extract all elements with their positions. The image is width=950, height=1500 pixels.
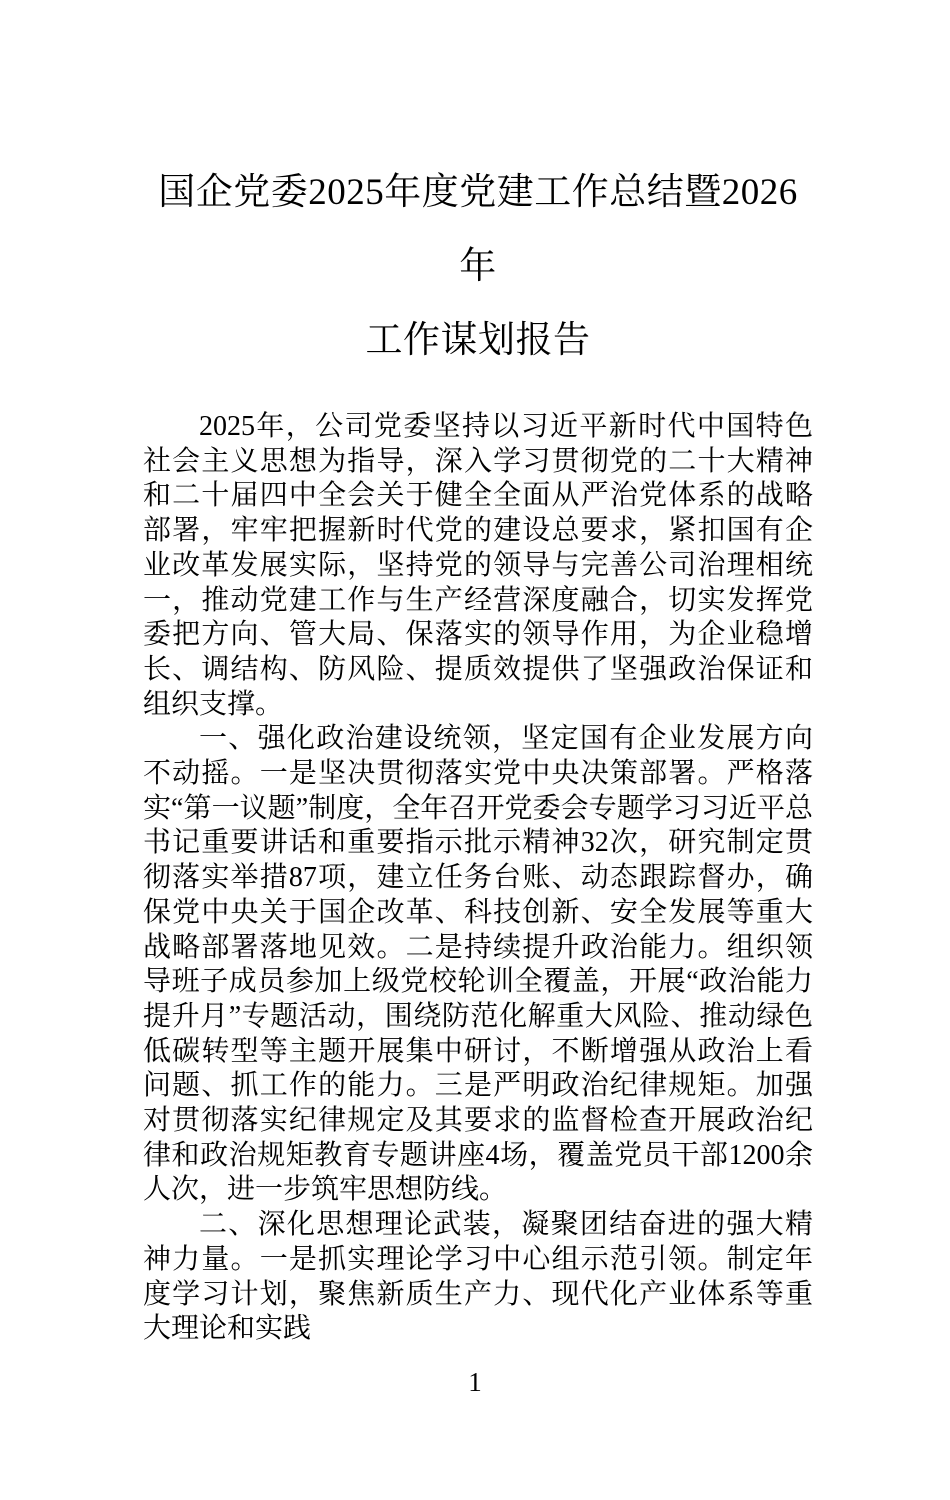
title-line-1: 国企党委2025年度党建工作总结暨2026年 [158, 172, 798, 287]
body-paragraph: 一、强化政治建设统领，坚定国有企业发展方向不动摇。一是坚决贯彻落实党中央决策部署。严格落实“第一议题”制度，全年召开党委会专题学习习近平总书记重要讲话和重要指示批示精神32次，研究制定贯彻落实举措87项，建立任务台账、动态跟踪督办，确保党中央关于国企改革、科技创新、安全发展等重大战略部署落地见效。二是持续提升政治能力。组织领导班子成员参加上级党校轮训全覆盖，开展“政治能力提升月”专题活动，围绕防范化解重大风险、推动绿色低碳转型等主题开展集中研讨，不断增强从政治上看问题、抓工作的能力。三是严明政治纪律规矩。加强对贯彻落实纪律规定及其要求的监督检查开展政治纪律和政治规矩教育专题讲座4场，覆盖党员干部1200余人次，进一步筑牢思想防线。 [143, 723, 813, 1206]
document-page [0, 156, 950, 1500]
title-line-2: 工作谋划报告 [365, 320, 591, 361]
body-paragraph: 二、深化思想理论武装，凝聚团结奋进的强大精神力量。一是抓实理论学习中心组示范引领。制定年度学习计划，聚焦新质生产力、现代化产业体系等重大理论和实践 [143, 1209, 813, 1345]
document-title [143, 156, 813, 378]
document-content [0, 156, 950, 1347]
page-number: 1 [468, 1366, 482, 1397]
document-body [143, 410, 813, 1347]
body-paragraph: 2025年，公司党委坚持以习近平新时代中国特色社会主义思想为指导，深入学习贯彻党的二十大精神和二十届四中全会关于健全全面从严治党体系的战略部署，牢牢把握新时代党的建设总要求，紧扣国有企业改革发展实际，坚持党的领导与完善公司治理相统一，推动党建工作与生产经营深度融合，切实发挥党委把方向、管大局、保落实的领导作用，为企业稳增长、调结构、防风险、提质效提供了坚强政治保证和组织支撑。 [143, 411, 813, 720]
